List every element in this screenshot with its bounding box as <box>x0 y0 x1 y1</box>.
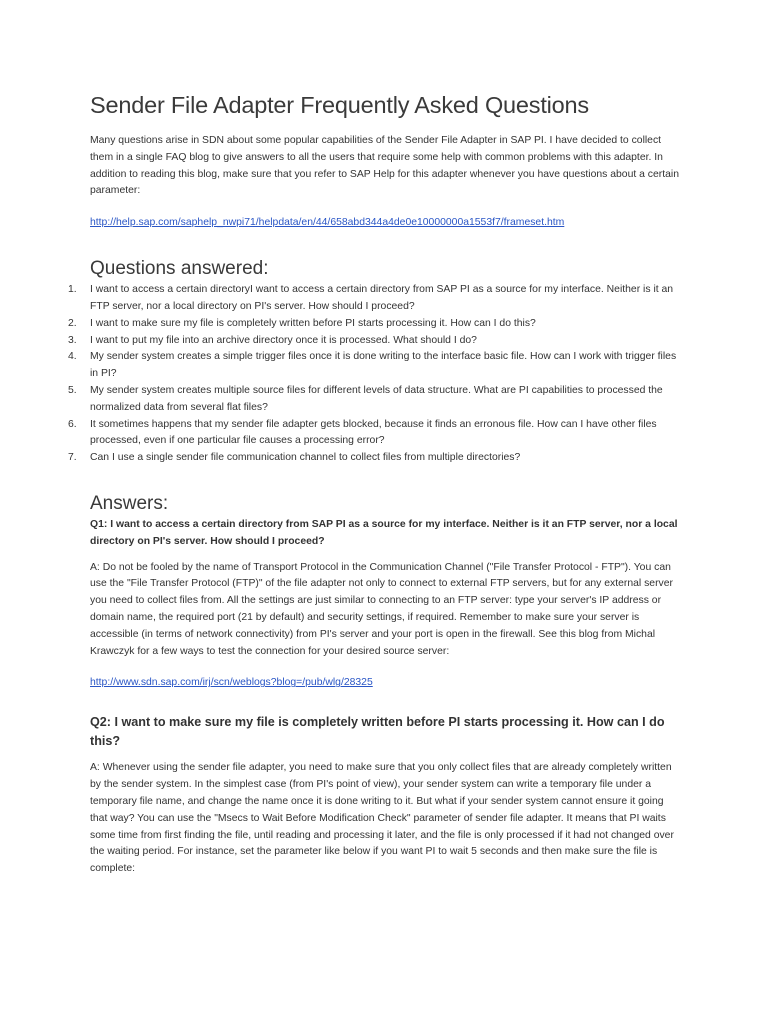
list-item <box>68 316 682 333</box>
answers-heading: Answers: <box>90 492 169 514</box>
list-item <box>68 417 682 451</box>
list-item-text: My sender system creates multiple source files for different levels of data structure. What are PI capabilities to processed the normalized data from several flat files? <box>90 384 663 413</box>
list-item-number: 6. <box>68 418 77 430</box>
page-title: Sender File Adapter Frequently Asked Questions <box>90 92 589 118</box>
q1-heading: Q1: I want to access a certain directory from SAP PI as a source for my interface. Neither is it an FTP server, nor a local directory on PI's server. How should I proceed? <box>90 518 678 547</box>
questions-list <box>68 282 682 467</box>
list-item-number: 4. <box>68 351 77 363</box>
list-item-number: 3. <box>68 334 77 346</box>
list-item-number: 2. <box>68 317 77 329</box>
list-item-text: It sometimes happens that my sender file adapter gets blocked, because it finds an erronous file. How can I have other files processed, even if one particular file causes a processing error? <box>90 418 657 447</box>
list-item-text: I want to make sure my file is completely written before PI starts processing it. How can I do this? <box>90 317 536 329</box>
sap-help-link[interactable]: http://help.sap.com/saphelp_nwpi71/helpdata/en/44/658abd344a4de0e10000000a1553f7/frameset.htm <box>90 217 565 229</box>
list-item-text: My sender system creates a simple trigger files once it is done writing to the interface basic file. How can I work with trigger files in PI? <box>90 351 677 380</box>
list-item-text: Can I use a single sender file communication channel to collect files from multiple directories? <box>90 452 521 464</box>
list-item-text: I want to put my file into an archive directory once it is processed. What should I do? <box>90 334 477 346</box>
document-content <box>68 88 682 878</box>
list-item <box>68 383 682 417</box>
list-item <box>68 282 682 316</box>
a2-paragraph: A: Whenever using the sender file adapter, you need to make sure that you only collect files that are already completely written by the sender system. In the simplest case (from PI's point of view), your sender system can write a temporary file under a temporary file name, and change the name once it is done writing to it. But what if your sender system cannot ensure it going that way? You can use the "Msecs to Wait Before Modification Check" parameter of sender file adapter. It means that PI waits some time from first finding the file, until reading and processing it later, and the file is only processed if it had not changed over the waiting period. For instance, set the parameter like below if you want PI to wait 5 seconds and then make sure the file is complete: <box>90 762 674 875</box>
questions-heading: Questions answered: <box>90 258 269 280</box>
intro-paragraph: Many questions arise in SDN about some popular capabilities of the Sender File Adapter in SAP PI. I have decided to collect them in a single FAQ blog to give answers to all the users that require some help with common problems with this adapter. In addition to reading this blog, make sure that you refer to SAP Help for this adapter whenever you have questions about a certain parameter: <box>90 135 679 197</box>
list-item <box>68 450 682 467</box>
q2-heading: Q2: I want to make sure my file is completely written before PI starts processing it. How can I do this? <box>90 715 665 749</box>
a1-paragraph: A: Do not be fooled by the name of Transport Protocol in the Communication Channel ("File Transfer Protocol - FTP"). You can use the "File Transfer Protocol (FTP)" of the file adapter not only to connect to external FTP servers, but for any external server you need to collect files from. All the settings are just similar to connecting to an FTP server: type your server's IP address or domain name, the required port (21 by default) and security settings, if required. Remember to make sure your server is accessible (in terms of network connectivity) from PI's server and your port is open in the firewall. See this blog from Michal Krawczyk for a few ways to test the connection for your desired source server: <box>90 561 673 657</box>
list-item-text: I want to access a certain directoryI want to access a certain directory from SAP PI as a source for my interface. Neither is it an FTP server, nor a local directory on PI's server. How should I proceed? <box>90 284 674 312</box>
list-item-number: 7. <box>68 452 77 464</box>
list-item-number: 5. <box>68 384 77 396</box>
list-item-number: 1. <box>68 284 77 296</box>
list-item <box>68 349 682 383</box>
blog-link[interactable]: http://www.sdn.sap.com/irj/scn/weblogs?blog=/pub/wlg/28325 <box>90 677 373 689</box>
list-item <box>68 333 682 350</box>
